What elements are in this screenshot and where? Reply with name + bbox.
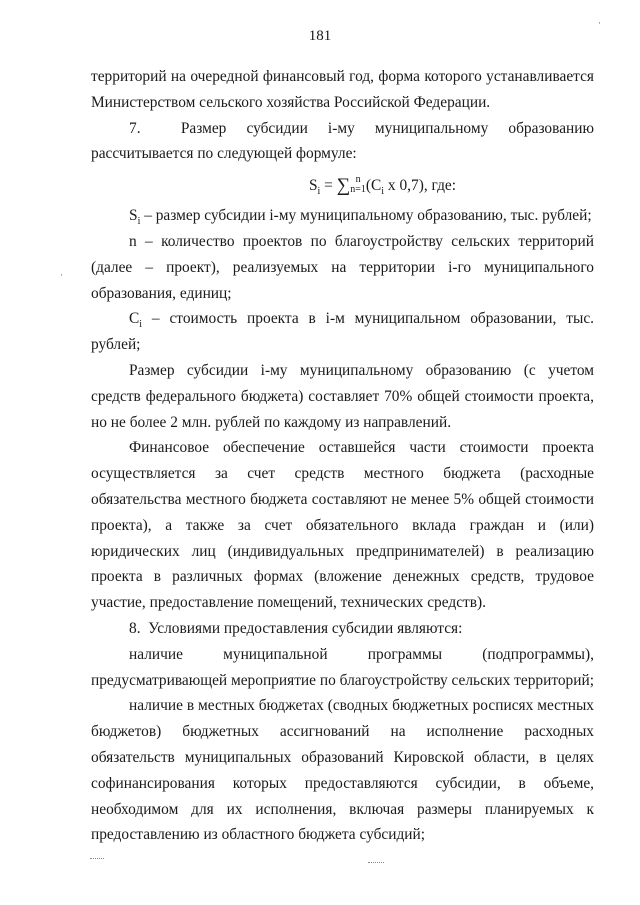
- paragraph-item-8: [91, 616, 594, 642]
- scan-mark: ·: [60, 270, 63, 280]
- item-text: Размер субсидии i-му муниципальному образованию рассчитывается по следующей формуле:: [91, 119, 594, 163]
- condition-program: наличие муниципальной программы (подпрограммы), предусматривающей мероприятие по благоустройству сельских территорий;: [91, 645, 595, 689]
- paragraph-continuation: территорий на очередной финансовый год, форма которого устанавливается Министерством сельского хозяйства Российской Федерации.: [91, 68, 594, 111]
- definition-n: n – количество проектов по благоустройству сельских территорий (далее – проект), реализуемых на территории i-го муниципального образования, единиц;: [91, 232, 594, 302]
- scan-mark: [90, 858, 104, 859]
- scan-mark: ·: [598, 18, 601, 28]
- definition-s: $S_i$ – размер субсидии i-му муниципальному образованию, тыс. рублей;: [129, 207, 592, 228]
- definition-c: $C_i$ – стоимость проекта в i-м муниципальном образовании, тыс. рублей;: [91, 310, 594, 354]
- scan-mark: [368, 862, 384, 863]
- document-body: [91, 64, 594, 848]
- page-number: 181: [308, 28, 332, 44]
- paragraph-item-7: [91, 116, 594, 168]
- sum-limits: n n=1: [350, 173, 366, 195]
- item-number: 8.: [129, 619, 141, 637]
- subsidy-formula: $S_i$ = ∑ n n=1 ($C_i$ x 0,7), где:: [308, 173, 457, 198]
- paragraph-subsidy-size: Размер субсидии i-му муниципальному образованию (с учетом средств федерального бюджета) составляет 70% общей стоимости проекта, но не более 2 млн. рублей по каждому из направлений.: [91, 361, 594, 431]
- sum-symbol: ∑: [336, 175, 351, 197]
- paragraph-financing: Финансовое обеспечение оставшейся части стоимости проекта осуществляется за счет средств местного бюджета (расходные обязательства местного бюджета составляют не менее 5% общей стоимости проекта), а также за счет обязательного вклада граждан и (или) юридических лиц (индивидуальных предпринимателей) в реализацию проекта в различных формах (вложение денежных средств, трудовое участие, предоставление помещений, технических средств).: [91, 439, 594, 612]
- condition-budget: наличие в местных бюджетах (сводных бюджетных росписях местных бюджетов) бюджетных ассигнований на исполнение расходных обязательств муниципальных образований Кировской области, в целях софинансирования которых предоставляются субсидии, в объеме, необходимом для их исполнения, включая размеры планируемых к предоставлению из областного бюджета субсидий;: [91, 697, 594, 844]
- item-text: Условиями предоставления субсидии являются:: [148, 619, 463, 637]
- item-number: 7.: [129, 119, 141, 137]
